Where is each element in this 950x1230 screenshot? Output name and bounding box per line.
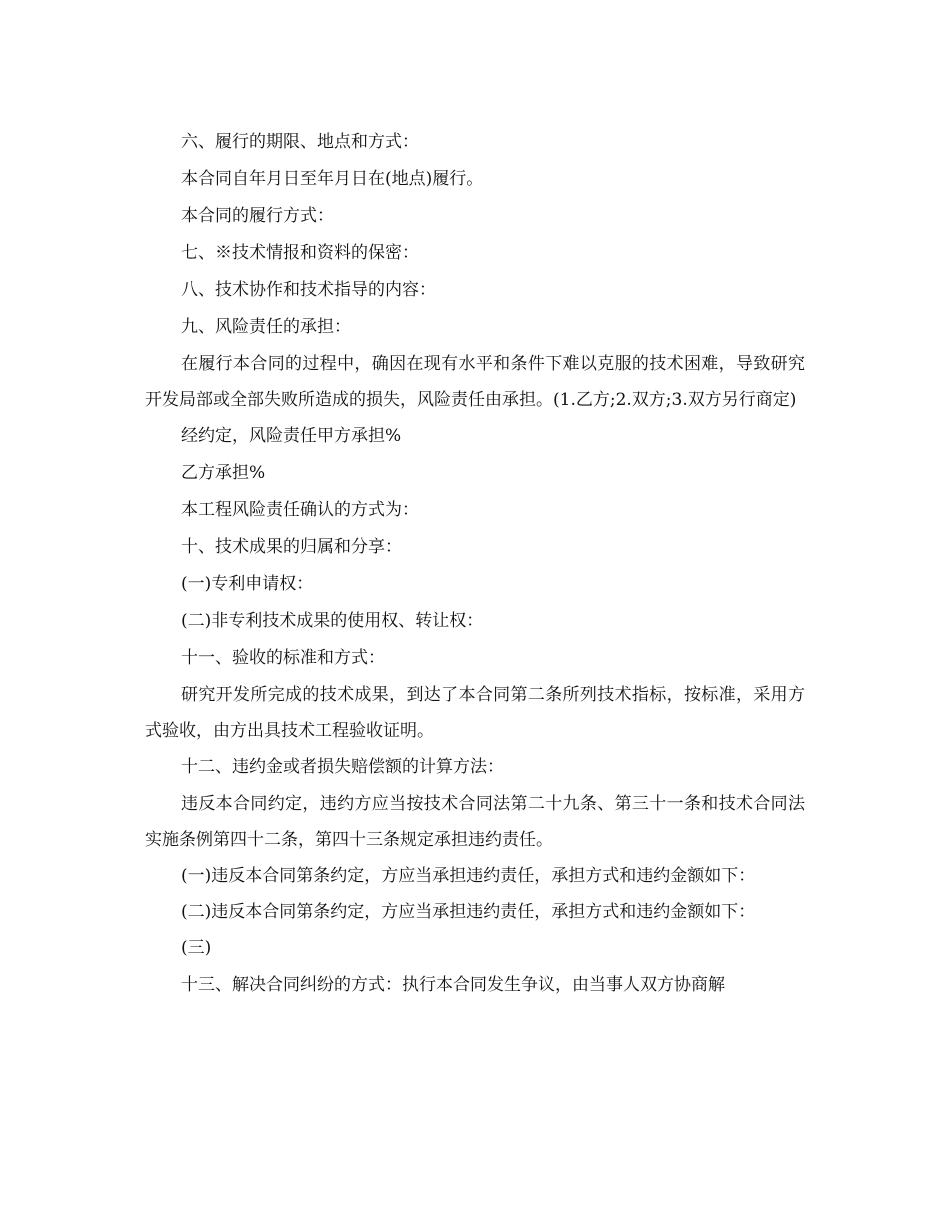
section-heading-11: 十一、验收的标准和方式： (181, 648, 385, 668)
paragraph-breach-item-3: (三) (181, 938, 212, 958)
paragraph-non-patent-right: (二)非专利技术成果的使用权、转让权： (181, 611, 484, 631)
paragraph-patent-right: (一)专利申请权： (181, 574, 314, 594)
paragraph-breach-law: 违反本合同约定，违约方应当按技术合同法第二十九条、第三十一条和技术合同法实施条例第四十二条，第四十三条规定承担违约责任。 (145, 794, 805, 850)
document-body (145, 124, 805, 1004)
paragraph-risk-party-a: 经约定，风险责任甲方承担% (181, 426, 402, 446)
section-heading-13: 十三、解决合同纠纷的方式：执行本合同发生争议，由当事人双方协商解 (181, 975, 725, 995)
section-heading-7: 七、※技术情报和资料的保密： (181, 243, 419, 263)
paragraph-risk-party-b: 乙方承担% (181, 463, 266, 483)
paragraph-breach-item-2: (二)违反本合同第条约定，方应当承担违约责任，承担方式和违约金额如下： (181, 902, 756, 922)
paragraph-risk-confirmation: 本工程风险责任确认的方式为： (181, 500, 419, 520)
paragraph-performance-method: 本合同的履行方式： (181, 206, 334, 226)
section-heading-9: 九、风险责任的承担： (181, 317, 351, 337)
paragraph-breach-item-1: (一)违反本合同第条约定，方应当承担违约责任，承担方式和违约金额如下： (181, 866, 756, 886)
section-heading-6: 六、履行的期限、地点和方式： (181, 132, 419, 152)
section-heading-12: 十二、违约金或者损失赔偿额的计算方法： (181, 757, 504, 777)
paragraph-term-period: 本合同自年月日至年月日在(地点)履行。 (181, 169, 484, 189)
section-heading-8: 八、技术协作和技术指导的内容： (181, 280, 436, 300)
paragraph-acceptance: 研究开发所完成的技术成果，到达了本合同第二条所列技术指标，按标准，采用方式验收，由方出具技术工程验收证明。 (145, 685, 805, 741)
section-heading-10: 十、技术成果的归属和分享： (181, 537, 402, 557)
paragraph-risk-description: 在履行本合同的过程中，确因在现有水平和条件下难以克服的技术困难，导致研究开发局部或全部失败所造成的损失，风险责任由承担。(1.乙方;2.双方;3.双方另行商定) (145, 354, 805, 410)
